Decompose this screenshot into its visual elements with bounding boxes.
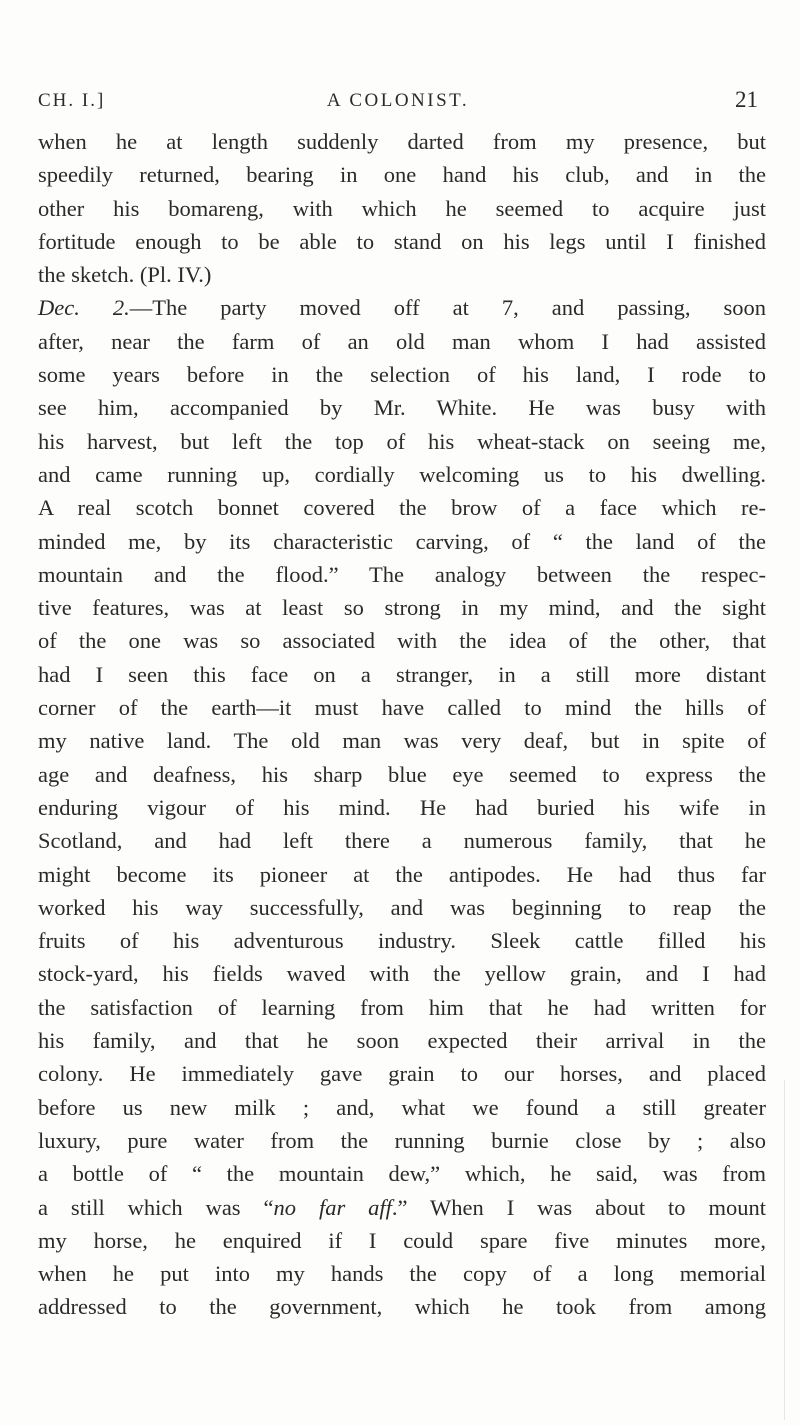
text-line: minded me, by its characteristic carving, of “ the land of the [38, 528, 766, 554]
text-line: the sketch. (Pl. IV.) [38, 262, 212, 288]
page-number: 21 [735, 87, 758, 112]
text-line-rest: —The party moved off at 7, and passing, soon [129, 295, 766, 321]
text-line: tive features, was at least so strong in my mind, and the sight [38, 595, 766, 621]
chapter-marker: CH. I.] [38, 90, 106, 111]
text-line: enduring vigour of his mind. He had buried his wife in [38, 794, 766, 820]
text-line: after, near the farm of an old man whom I had assisted [38, 328, 766, 354]
running-title: A COLONIST. [326, 90, 470, 111]
text-line: other his bomareng, with which he seemed to acquire just [38, 195, 766, 221]
body-text [38, 125, 766, 1324]
text-line: age and deafness, his sharp blue eye seemed to express the [38, 761, 766, 787]
text-line: might become its pioneer at the antipodes. He had thus far [38, 861, 766, 887]
text-line: when he put into my hands the copy of a long memorial [38, 1261, 766, 1287]
running-head [38, 87, 758, 118]
text-line: addressed to the government, which he took from among [38, 1294, 766, 1320]
text-line: before us new milk ; and, what we found a still greater [38, 1094, 766, 1120]
text-line: had I seen this face on a stranger, in a still more distant [38, 661, 766, 687]
text-line: worked his way successfully, and was beginning to reap the [38, 894, 766, 920]
page-edge-shadow [784, 1080, 785, 1420]
text-line: his harvest, but left the top of his wheat-stack on seeing me, [38, 428, 766, 454]
date-entry: Dec. 2. [38, 295, 130, 321]
text-line: A real scotch bonnet covered the brow of a face which re- [38, 495, 766, 521]
text-line: some years before in the selection of his land, I rode to [38, 362, 766, 388]
text-line: mountain and the flood.” The analogy between the respec- [38, 561, 766, 587]
text-line-dialect [38, 1191, 766, 1224]
text-line: when he at length suddenly darted from my presence, but [38, 129, 766, 154]
text-line: and came running up, cordially welcoming us to his dwelling. [38, 461, 766, 487]
text-line: luxury, pure water from the running burnie close by ; also [38, 1127, 766, 1153]
text-line: corner of the earth—it must have called to mind the hills of [38, 695, 766, 721]
text-line: colony. He immediately gave grain to our horses, and placed [38, 1061, 766, 1087]
text-line: of the one was so associated with the idea of the other, that [38, 628, 766, 654]
dialect-quote: no far aff [273, 1194, 392, 1220]
text-line: see him, accompanied by Mr. White. He was busy with [38, 395, 766, 421]
text-line: the satisfaction of learning from him that he had written for [38, 994, 766, 1020]
text-line-end: .” When I was about to mount [391, 1194, 766, 1220]
text-line: Scotland, and had left there a numerous family, that he [38, 828, 766, 854]
text-line: my native land. The old man was very deaf, but in spite of [38, 728, 766, 754]
text-line: stock-yard, his fields waved with the yellow grain, and I had [38, 961, 766, 987]
text-line: his family, and that he soon expected their arrival in the [38, 1028, 766, 1054]
text-line: a bottle of “ the mountain dew,” which, he said, was from [38, 1161, 766, 1187]
text-line: my horse, he enquired if I could spare five minutes more, [38, 1227, 766, 1253]
text-line: speedily returned, bearing in one hand his club, and in the [38, 162, 766, 188]
text-line-start: a still which was “ [38, 1194, 274, 1220]
text-line-dated [38, 291, 766, 324]
text-line: fortitude enough to be able to stand on his legs until I finished [38, 228, 766, 254]
text-line: fruits of his adventurous industry. Sleek cattle filled his [38, 928, 766, 954]
